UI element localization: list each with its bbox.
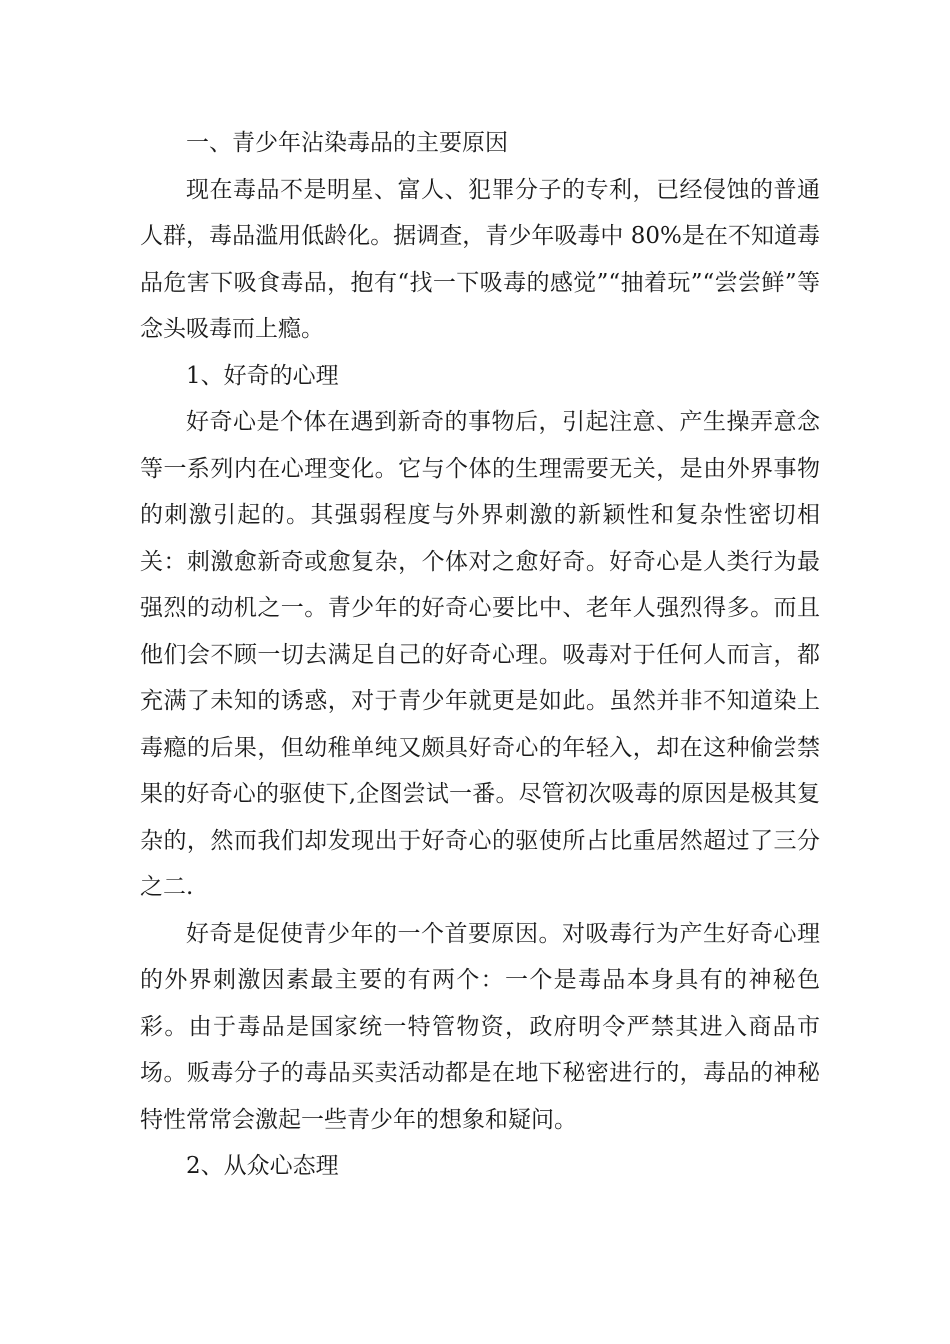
- section-heading: 一、青少年沾染毒品的主要原因: [186, 130, 508, 156]
- document-body: [140, 120, 820, 1190]
- paragraph-curiosity: 好奇心是个体在遇到新奇的事物后，引起注意、产生操弄意念等一系列内在心理变化。它与个体的生理需要无关，是由外界事物的刺激引起的。其强弱程度与外界刺激的新颖性和复杂性密切相关：刺激愈新奇或愈复杂，个体对之愈好奇。好奇心是人类行为最强烈的动机之一。青少年的好奇心要比中、老年人强烈得多。而且他们会不顾一切去满足自己的好奇心理。吸毒对于任何人而言，都充满了未知的诱惑，对于青少年就更是如此。虽然并非不知道染上毒瘾的后果，但幼稚单纯又颇具好奇心的年轻入，却在这种偷尝禁果的好奇心的驱使下,企图尝试一番。尽管初次吸毒的原因是极其复杂的，然而我们却发现出于好奇心的驱使所占比重居然超过了三分之二.: [140, 409, 820, 900]
- paragraph-curiosity-factors: 好奇是促使青少年的一个首要原因。对吸毒行为产生好奇心理的外界刺激因素最主要的有两个：一个是毒品本身具有的神秘色彩。由于毒品是国家统一特管物资，政府明令严禁其进入商品市场。贩毒分子的毒品买卖活动都是在地下秘密进行的，毒品的神秘特性常常会激起一些青少年的想象和疑问。: [140, 920, 820, 1133]
- subsection-heading-curiosity: 1、好奇的心理: [186, 362, 339, 389]
- paragraph-intro: 现在毒品不是明星、富人、犯罪分子的专利，已经侵蚀的普通人群，毒品滥用低龄化。据调查，青少年吸毒中 80%是在不知道毒品危害下吸食毒品，抱有“找一下吸毒的感觉”“抽着玩”“尝尝鲜”等念头吸毒而上瘾。: [140, 176, 820, 342]
- subsection-heading-conformity: 2、从众心态理: [186, 1153, 339, 1179]
